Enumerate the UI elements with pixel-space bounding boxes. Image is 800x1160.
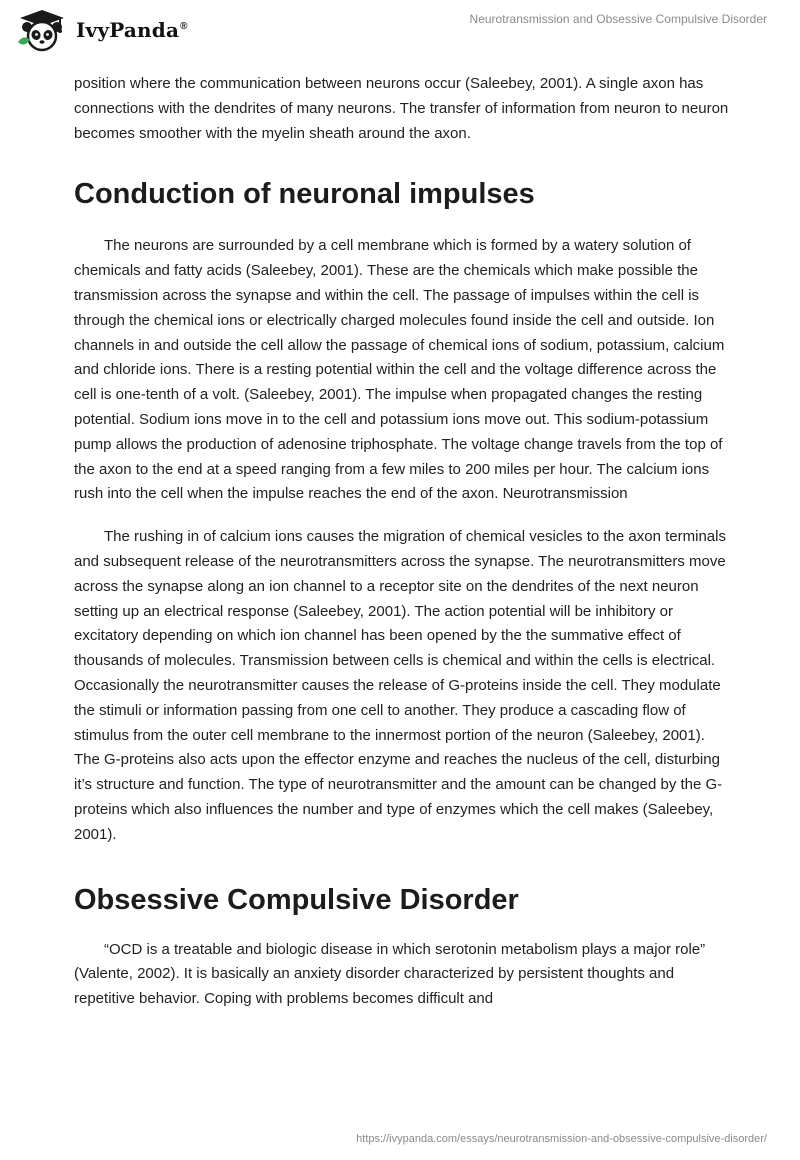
essay-content xyxy=(74,72,734,1012)
paragraph-conduction-1: The neurons are surrounded by a cell membrane which is formed by a watery solution of chemicals and fatty acids (Saleebey, 2001). These are the chemicals which make possible the transmission across the synapse and within the cell. The passage of impulses within the cell is through the chemical ions or electrically charged molecules found inside the cell and outside. Ion channels in and outside the cell allow the passage of chemical ions of sodium, potassium, calcium and chloride ions. There is a resting potential within the cell and the voltage difference across the cell is one-tenth of a volt. (Saleebey, 2001). The impulse when propagated changes the resting potential. Sodium ions move in to the cell and potassium ions move out. This sodium-potassium pump allows the production of adenosine triphosphate. The voltage change travels from the top of the axon to the end at a speed ranging from a few miles to 200 miles per hour. The calcium ions rush into the cell when the impulse reaches the end of the axon. Neurotransmission xyxy=(74,237,725,503)
page-header xyxy=(0,0,800,60)
paragraph-ocd-1: “OCD is a treatable and biologic disease in which serotonin metabolism plays a major role” (Valente, 2002). It is basically an anxiety disorder characterized by persistent thoughts and repetitive behavior. Coping with problems becomes difficult and xyxy=(74,940,706,1008)
section-heading-conduction: Conduction of neuronal impulses xyxy=(74,178,535,211)
paragraph-conduction-2: The rushing in of calcium ions causes the migration of chemical vesicles to the axon terminals and subsequent release of the neurotransmitters across the synapse. The neurotransmitters move across the synapse along an ion channel to a receptor site on the dendrites of the next neuron setting up an electrical response (Saleebey, 2001). The action potential will be inhibitory or excitatory depending on which ion channel has been opened by the the summative effect of thousands of molecules. Transmission between cells is chemical and within the cells is electrical. Occasionally the neurotransmitter causes the release of G-proteins inside the cell. They modulate the stimuli or information passing from one cell to another. They produce a cascading flow of stimulus from the outer cell membrane to the innermost portion of the neuron (Saleebey, 2001). The G-proteins also acts upon the effector enzyme and reaches the nucleus of the cell, disturbing it’s structure and function. The type of neurotransmitter and the amount can be changed by the G-proteins which also influences the number and type of enzymes which the cell makes (Saleebey, 2001). xyxy=(74,528,726,843)
section-heading-ocd: Obsessive Compulsive Disorder xyxy=(74,883,519,916)
document-title: Neurotransmission and Obsessive Compulsive Disorder xyxy=(469,12,767,26)
source-url-link[interactable]: https://ivypanda.com/essays/neurotransmission-and-obsessive-compulsive-disorder/ xyxy=(356,1133,767,1145)
panda-graduation-cap-icon xyxy=(16,8,68,52)
ivypanda-logo[interactable] xyxy=(16,8,188,52)
brand-name: IvyPanda® xyxy=(76,18,188,42)
intro-paragraph: position where the communication between neurons occur (Saleebey, 2001). A single axon has connections with the dendrites of many neurons. The transfer of information from neuron to neuron becomes smoother with the myelin sheath around the axon. xyxy=(74,75,729,142)
